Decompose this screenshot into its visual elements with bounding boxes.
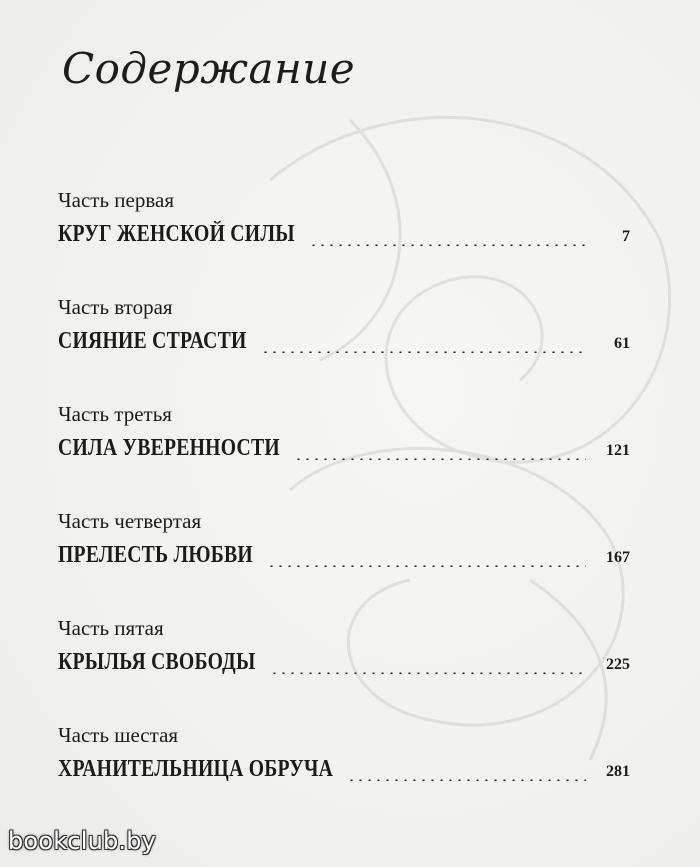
part-label: Часть четвертая xyxy=(58,509,202,533)
toc-title-row xyxy=(58,328,630,362)
toc-title-row xyxy=(58,649,630,683)
chapter-title: СИЯНИЕ СТРАСТИ xyxy=(58,328,247,354)
table-of-contents xyxy=(58,187,630,829)
dot-leader xyxy=(294,458,586,460)
toc-entry xyxy=(58,615,630,722)
dot-leader xyxy=(261,351,586,353)
chapter-title: КРУГ ЖЕНСКОЙ СИЛЫ xyxy=(58,221,295,247)
dot-leader xyxy=(347,779,586,781)
page-number: 281 xyxy=(606,763,630,780)
page-title: Содержание xyxy=(62,44,356,93)
part-label: Часть шестая xyxy=(58,723,179,747)
chapter-title: КРЫЛЬЯ СВОБОДЫ xyxy=(58,649,256,675)
toc-entry xyxy=(58,508,630,615)
part-label: Часть третья xyxy=(58,402,172,426)
chapter-title: СИЛА УВЕРЕННОСТИ xyxy=(58,435,280,461)
toc-title-row xyxy=(58,542,630,576)
toc-entry xyxy=(58,722,630,829)
site-watermark-logo: bookclub.by xyxy=(8,827,157,855)
page-number: 225 xyxy=(606,656,630,673)
toc-entry xyxy=(58,401,630,508)
toc-title-row xyxy=(58,435,630,469)
dot-leader xyxy=(309,244,586,246)
page-number: 7 xyxy=(622,228,630,245)
toc-entry xyxy=(58,187,630,294)
dot-leader xyxy=(270,672,586,674)
part-label: Часть первая xyxy=(58,188,174,212)
chapter-title: ХРАНИТЕЛЬНИЦА ОБРУЧА xyxy=(58,756,334,782)
toc-title-row xyxy=(58,756,630,790)
part-label: Часть вторая xyxy=(58,295,173,319)
page-number: 61 xyxy=(614,335,630,352)
dot-leader xyxy=(267,565,586,567)
page-number: 167 xyxy=(606,549,630,566)
page-number: 121 xyxy=(606,442,630,459)
part-label: Часть пятая xyxy=(58,616,164,640)
chapter-title: ПРЕЛЕСТЬ ЛЮБВИ xyxy=(58,542,253,568)
toc-entry xyxy=(58,294,630,401)
toc-title-row xyxy=(58,221,630,255)
